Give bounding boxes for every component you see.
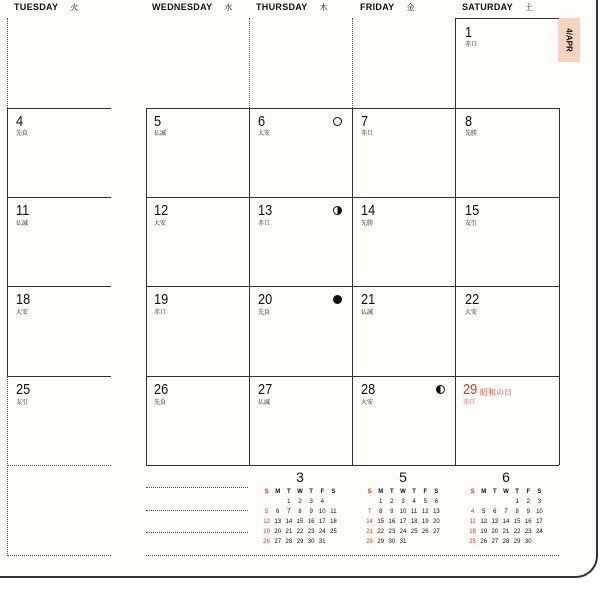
mini-day: 16 <box>307 519 315 525</box>
weekday-label: M <box>378 489 384 495</box>
new-moon-icon <box>333 295 342 304</box>
mini-day: 2 <box>298 499 302 505</box>
mini-day: 24 <box>318 529 326 535</box>
mini-calendar-may <box>364 470 442 547</box>
mini-day: 5 <box>482 509 486 515</box>
mini-day <box>489 497 500 507</box>
mini-day: 13 <box>274 519 282 525</box>
day-number[interactable]: 12 <box>154 202 169 219</box>
rokuyo-label: 大安 <box>465 310 478 316</box>
mini-day: 31 <box>399 539 407 545</box>
mini-day: 10 <box>318 509 326 515</box>
day-number[interactable]: 8 <box>465 113 473 130</box>
mini-day: 21 <box>366 529 373 535</box>
mini-day: 15 <box>296 519 304 525</box>
day-number[interactable]: 25 <box>16 381 31 398</box>
day-number[interactable]: 1 <box>465 24 473 41</box>
mini-day: 12 <box>421 509 429 515</box>
divider <box>559 108 560 465</box>
rokuyo-label: 赤口 <box>258 221 271 227</box>
mini-day: 7 <box>287 509 291 515</box>
rokuyo-label: 赤口 <box>465 42 478 48</box>
mini-day: 16 <box>388 519 396 525</box>
day-number[interactable]: 4 <box>16 113 24 130</box>
mini-day: 25 <box>410 529 418 535</box>
day-number[interactable]: 28 <box>361 381 376 398</box>
rokuyo-label: 先負 <box>258 310 271 316</box>
mini-day: 28 <box>285 539 293 545</box>
mini-day: 24 <box>536 529 543 535</box>
mini-day: 20 <box>274 529 282 535</box>
day-number[interactable]: 13 <box>258 202 273 219</box>
first-quarter-moon-icon <box>333 206 342 215</box>
rokuyo-label: 先負 <box>16 131 29 137</box>
mini-day: 30 <box>388 539 396 545</box>
mini-day <box>261 497 272 507</box>
mini-day <box>328 537 339 547</box>
mini-day: 15 <box>513 519 521 525</box>
mini-day: 30 <box>307 539 315 545</box>
weekday-label: W <box>400 489 406 495</box>
weekday-label: S <box>537 489 542 495</box>
divider <box>7 465 111 466</box>
mini-day: 26 <box>421 529 429 535</box>
mini-day: 23 <box>307 529 315 535</box>
mini-day: 26 <box>263 539 270 545</box>
rokuyo-label: 赤口 <box>463 400 476 406</box>
mini-day: 18 <box>330 519 337 525</box>
rokuyo-label: 友引 <box>16 400 29 406</box>
mini-calendar-march <box>261 470 339 547</box>
mini-day: 9 <box>526 509 530 515</box>
mini-day: 8 <box>298 509 302 515</box>
mini-day: 14 <box>285 519 293 525</box>
mini-day <box>478 497 489 507</box>
mini-day: 11 <box>469 519 476 525</box>
day-number[interactable]: 26 <box>154 381 169 398</box>
day-number[interactable]: 21 <box>361 291 376 308</box>
weekday-label: T <box>287 489 291 495</box>
mini-day: 11 <box>330 509 337 515</box>
rokuyo-label: 先勝 <box>361 221 374 227</box>
day-number[interactable]: 22 <box>465 291 480 308</box>
mini-day: 4 <box>470 509 475 515</box>
rokuyo-label: 先負 <box>154 400 167 406</box>
weekday-label: F <box>526 489 531 495</box>
left-page <box>0 0 130 578</box>
mini-day: 23 <box>388 529 396 535</box>
mini-day: 10 <box>399 509 407 515</box>
holiday-label: 昭和の日 <box>480 388 512 397</box>
divider <box>146 108 147 465</box>
divider <box>352 108 353 465</box>
memo-line <box>7 555 111 556</box>
rokuyo-label: 赤口 <box>154 310 167 316</box>
mini-day: 12 <box>263 519 270 525</box>
full-moon-icon <box>333 117 342 126</box>
memo-line <box>146 532 248 533</box>
rokuyo-label: 大安 <box>16 310 29 316</box>
mini-day: 6 <box>434 499 439 505</box>
weekday-label: S <box>367 489 372 495</box>
mini-day: 21 <box>502 529 510 535</box>
mini-day: 20 <box>491 529 499 535</box>
mini-day <box>328 497 339 507</box>
rokuyo-label: 先勝 <box>465 131 478 137</box>
mini-day: 6 <box>276 509 280 515</box>
mini-day: 11 <box>411 509 418 515</box>
mini-day <box>431 537 442 547</box>
mini-day <box>500 497 511 507</box>
week-line <box>7 197 111 198</box>
divider <box>352 18 353 108</box>
mini-day: 5 <box>264 509 269 515</box>
mini-day: 19 <box>480 529 488 535</box>
mini-day: 14 <box>366 519 373 525</box>
mini-day: 23 <box>524 529 532 535</box>
mini-day: 1 <box>287 499 291 505</box>
mini-day: 20 <box>433 519 440 525</box>
day-number[interactable]: 19 <box>154 291 169 308</box>
weekday-label: T <box>390 489 394 495</box>
mini-day: 17 <box>399 519 407 525</box>
mini-day <box>272 497 283 507</box>
weekday-label: T <box>515 489 519 495</box>
mini-day <box>467 497 478 507</box>
rokuyo-label: 大安 <box>258 131 271 137</box>
mini-day: 28 <box>366 539 373 545</box>
rokuyo-label: 赤口 <box>361 131 374 137</box>
mini-day: 31 <box>318 539 326 545</box>
mini-day: 16 <box>524 519 532 525</box>
mini-day: 25 <box>469 539 476 545</box>
mini-day: 28 <box>502 539 510 545</box>
week-line <box>7 376 111 377</box>
mini-day: 10 <box>536 509 543 515</box>
mini-day: 13 <box>433 509 440 515</box>
weekday-label: F <box>320 489 325 495</box>
weekday-label: M <box>481 489 487 495</box>
divider <box>249 18 250 108</box>
rokuyo-label: 仏滅 <box>154 131 167 137</box>
divider <box>455 18 456 108</box>
divider <box>455 108 456 465</box>
header-saturday: SATURDAY 土 <box>462 2 534 12</box>
weekday-label: W <box>297 489 303 495</box>
day-number[interactable]: 5 <box>154 113 162 130</box>
mini-day: 25 <box>330 529 337 535</box>
mini-day: 9 <box>390 509 394 515</box>
mini-day: 17 <box>536 519 543 525</box>
mini-day: 2 <box>526 499 530 505</box>
weekday-label: T <box>309 489 313 495</box>
mini-day: 1 <box>515 499 519 505</box>
mini-day: 8 <box>515 509 519 515</box>
day-number[interactable]: 6 <box>258 113 266 130</box>
rokuyo-label: 仏滅 <box>258 400 271 406</box>
mini-day: 1 <box>379 499 383 505</box>
mini-day: 6 <box>493 509 497 515</box>
mini-day: 7 <box>367 509 372 515</box>
mini-day <box>534 537 545 547</box>
mini-day: 12 <box>480 519 488 525</box>
mini-day: 24 <box>399 529 407 535</box>
mini-day: 4 <box>412 499 416 505</box>
weekday-label: S <box>434 489 439 495</box>
weekday-label: S <box>470 489 475 495</box>
mini-day: 29 <box>377 539 385 545</box>
memo-line <box>146 487 248 488</box>
divider <box>249 108 250 465</box>
mini-day: 30 <box>524 539 532 545</box>
mini-day: 26 <box>480 539 488 545</box>
weekday-label: M <box>275 489 281 495</box>
mini-day: 19 <box>263 529 270 535</box>
divider <box>455 18 559 19</box>
mini-day: 22 <box>377 529 385 535</box>
day-number[interactable]: 15 <box>465 202 480 219</box>
weekday-label: S <box>264 489 269 495</box>
header-wednesday: WEDNESDAY 水 <box>152 2 233 12</box>
mini-calendar-june <box>467 470 545 547</box>
divider <box>7 18 8 108</box>
day-number[interactable]: 11 <box>16 202 30 219</box>
rokuyo-label: 大安 <box>361 400 374 406</box>
day-number[interactable]: 7 <box>361 113 369 130</box>
mini-day: 2 <box>390 499 394 505</box>
mini-day: 8 <box>379 509 383 515</box>
day-number[interactable]: 18 <box>16 291 31 308</box>
weekday-label: W <box>503 489 509 495</box>
header-friday: FRIDAY 金 <box>360 2 415 12</box>
mini-day <box>420 537 431 547</box>
mini-day: 22 <box>513 529 521 535</box>
memo-line <box>146 555 559 556</box>
mini-day: 29 <box>513 539 521 545</box>
day-number-holiday[interactable]: 29 <box>463 381 478 398</box>
weekday-label: T <box>493 489 497 495</box>
weekday-label: F <box>423 489 428 495</box>
mini-day <box>364 497 375 507</box>
day-number[interactable]: 27 <box>258 381 273 398</box>
rokuyo-label: 友引 <box>465 221 478 227</box>
mini-day: 15 <box>377 519 385 525</box>
header-tuesday: TUESDAY 火 <box>14 2 79 12</box>
mini-day: 18 <box>410 519 418 525</box>
week-line <box>7 108 111 109</box>
mini-day: 9 <box>309 509 313 515</box>
divider <box>7 376 8 556</box>
mini-day: 19 <box>421 519 429 525</box>
mini-calendar-month: 6 <box>502 469 510 485</box>
mini-day: 18 <box>469 529 476 535</box>
memo-line <box>146 510 248 511</box>
mini-day: 27 <box>491 539 499 545</box>
mini-day: 3 <box>537 499 542 505</box>
mini-day: 3 <box>401 499 405 505</box>
mini-day: 14 <box>502 519 510 525</box>
mini-calendar-month: 3 <box>296 469 304 485</box>
last-quarter-moon-icon <box>436 385 445 394</box>
mini-day: 21 <box>285 529 293 535</box>
mini-day: 22 <box>296 529 304 535</box>
weekday-label: T <box>412 489 416 495</box>
mini-day: 4 <box>320 499 324 505</box>
rokuyo-label: 大安 <box>154 221 167 227</box>
mini-day: 17 <box>318 519 326 525</box>
mini-day: 5 <box>423 499 427 505</box>
mini-day: 29 <box>296 539 304 545</box>
mini-day <box>409 537 420 547</box>
week-line <box>146 465 559 466</box>
divider <box>7 108 8 376</box>
rokuyo-label: 仏滅 <box>16 221 29 227</box>
mini-calendar-month: 5 <box>399 469 407 485</box>
mini-day: 3 <box>309 499 313 505</box>
mini-day: 27 <box>274 539 282 545</box>
mini-day: 13 <box>491 519 499 525</box>
week-line <box>7 286 111 287</box>
month-tab[interactable]: 4/APR <box>558 18 580 62</box>
weekday-label: S <box>331 489 336 495</box>
day-number[interactable]: 20 <box>258 291 273 308</box>
rokuyo-label: 仏滅 <box>361 310 374 316</box>
day-number[interactable]: 14 <box>361 202 376 219</box>
mini-day: 27 <box>433 529 440 535</box>
mini-day: 7 <box>504 509 508 515</box>
header-thursday: THURSDAY 木 <box>256 2 328 12</box>
